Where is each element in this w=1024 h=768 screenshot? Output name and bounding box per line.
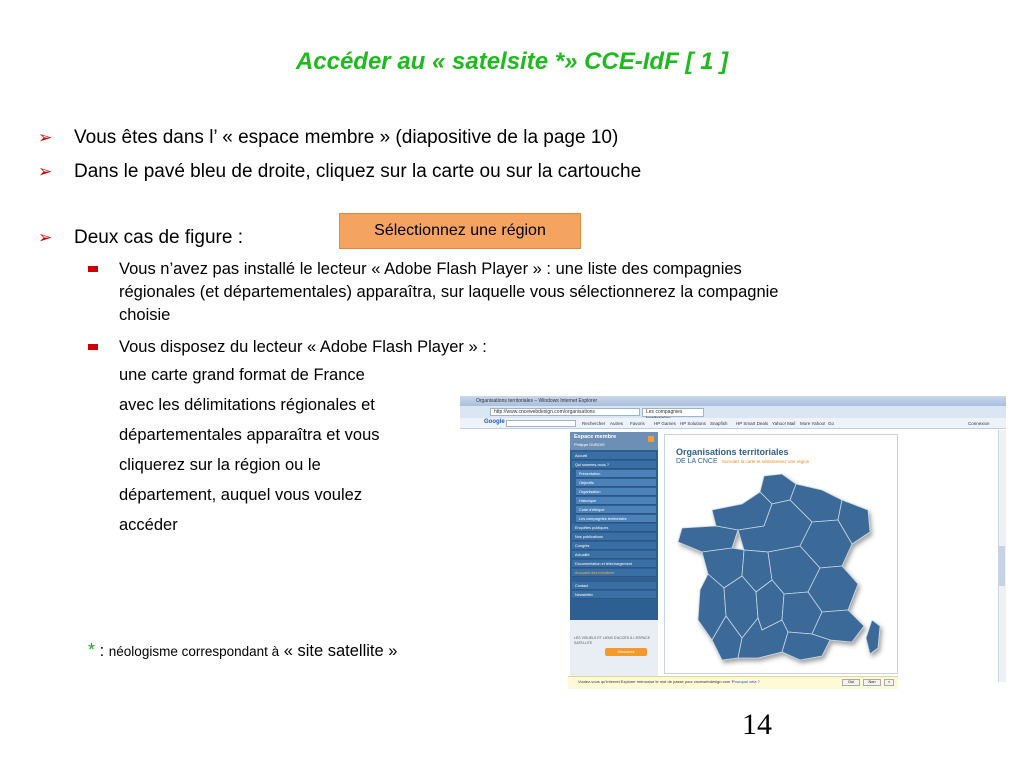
member-menu-item[interactable]: Historique bbox=[576, 497, 656, 505]
sub-bullet-line: choisie bbox=[119, 306, 171, 324]
toolbar-item[interactable]: HP Smart Deals bbox=[736, 421, 769, 426]
map-region bbox=[712, 492, 772, 530]
google-search-input[interactable] bbox=[506, 420, 576, 427]
member-menu-item[interactable]: Code d'éthique bbox=[576, 506, 656, 514]
bullet-1 bbox=[38, 127, 618, 149]
member-menu-item[interactable]: Newsletter bbox=[572, 591, 656, 599]
main-title: Organisations territoriales bbox=[676, 447, 789, 457]
promo-text: LES VISUELS ET LIENS D'ACCÈS À L'ESPACE SATELLITE bbox=[574, 636, 650, 645]
footnote-small-text: néologisme correspondant à bbox=[108, 644, 280, 659]
sub-bullet-line: Vous disposez du lecteur « Adobe Flash Player » : bbox=[119, 338, 487, 356]
toolbar-item[interactable]: Autres bbox=[610, 421, 624, 426]
google-logo: Google bbox=[484, 419, 505, 425]
toolbar-item[interactable]: Go bbox=[828, 421, 835, 426]
sub-bullet-line: Vous n’avez pas installé le lecteur « Adobe Flash Player » : une liste des compagnies bbox=[119, 260, 742, 278]
bullet-text: Vous êtes dans l’ « espace membre » (diapositive de la page 10) bbox=[74, 127, 619, 148]
bullet-text: Dans le pavé bleu de droite, cliquez sur la carte ou sur la cartouche bbox=[74, 161, 642, 182]
arrow-bullet-icon: ➢ bbox=[38, 228, 53, 247]
member-menu-item[interactable]: Organisation bbox=[576, 488, 656, 496]
no-button[interactable]: Non bbox=[863, 679, 881, 686]
arrow-bullet-icon: ➢ bbox=[38, 162, 53, 181]
sub-bullet-text bbox=[119, 258, 778, 327]
member-menu-item[interactable]: Enquêtes publiques bbox=[572, 524, 656, 532]
toolbar-item[interactable]: Snapfish bbox=[710, 421, 728, 426]
why-link[interactable]: Pourquoi cela ? bbox=[732, 679, 760, 684]
bullet-text: Deux cas de figure : bbox=[74, 227, 243, 248]
main-subtitle: DE LA CNCE bbox=[676, 458, 718, 465]
footnote-text: « site satellite » bbox=[279, 642, 398, 660]
bullet-3 bbox=[38, 227, 243, 249]
yes-button[interactable]: Oui bbox=[842, 679, 860, 686]
browser-screenshot bbox=[460, 396, 1006, 690]
member-menu-item[interactable]: Objectifs bbox=[576, 479, 656, 487]
continuation-line: département, auquel vous voulez bbox=[119, 486, 363, 504]
select-region-hint: Survolez la carte et sélectionnez une région bbox=[722, 459, 810, 464]
map-region bbox=[866, 620, 880, 654]
footnote-colon: : bbox=[95, 642, 109, 660]
member-menu-item[interactable]: Présentation bbox=[576, 470, 656, 478]
password-prompt-text: Voulez-vous qu'Internet Explorer mémorise le mot de passe pour cncewebdesign.com ? bbox=[578, 679, 734, 684]
bullet-2 bbox=[38, 161, 641, 183]
square-bullet-icon bbox=[88, 266, 98, 272]
square-bullet-icon bbox=[88, 344, 98, 350]
footnote-star: * bbox=[88, 640, 96, 660]
member-name: Philippe DUBOIS bbox=[574, 442, 605, 447]
arrow-bullet-icon: ➢ bbox=[38, 128, 53, 147]
continuation-line: départementales apparaîtra et vous bbox=[119, 426, 380, 444]
address-input[interactable]: http://www.cncewebdesign.com/organisations bbox=[490, 408, 640, 416]
member-menu-item[interactable]: Actualité bbox=[572, 551, 656, 559]
toolbar-item[interactable]: Yahoo! Mail bbox=[772, 421, 796, 426]
browser-tab[interactable]: Les compagnies bbox=[642, 408, 704, 417]
member-menu-item[interactable]: Qui sommes-nous ? bbox=[572, 461, 656, 469]
continuation-line: accéder bbox=[119, 516, 178, 534]
continuation-line: avec les délimitations régionales et bbox=[119, 396, 375, 414]
lock-icon bbox=[648, 436, 654, 442]
member-menu-item[interactable]: Accueil bbox=[572, 452, 656, 460]
footnote bbox=[88, 640, 397, 661]
member-menu-item[interactable]: Documentation et téléchargement bbox=[572, 560, 656, 568]
scrollbar-thumb[interactable] bbox=[999, 546, 1005, 586]
toolbar-item[interactable]: Favoris bbox=[630, 421, 645, 426]
sub-bullet-1 bbox=[88, 258, 918, 327]
france-region-map[interactable] bbox=[672, 470, 892, 670]
close-icon[interactable]: × bbox=[884, 679, 894, 686]
window-title: Organisations territoriales – Windows Internet Explorer bbox=[476, 398, 598, 404]
discover-button[interactable]: Découvrez bbox=[605, 648, 647, 656]
toolbar-item[interactable]: More Yahoo! bbox=[800, 421, 826, 426]
continuation-line: cliquerez sur la région ou le bbox=[119, 456, 321, 474]
toolbar-item[interactable]: Rechercher bbox=[582, 421, 606, 426]
region-callout: Sélectionnez une région bbox=[339, 213, 581, 249]
member-menu-item[interactable]: Contact bbox=[572, 582, 656, 590]
toolbar-item[interactable]: HP Solutions bbox=[680, 421, 706, 426]
toolbar-item[interactable]: HP Games bbox=[654, 421, 676, 426]
member-menu-item[interactable]: Nos publications bbox=[572, 533, 656, 541]
slide-title: Accéder au « satelsite *» CCE-IdF [ 1 ] bbox=[295, 48, 729, 75]
toolbar-item[interactable]: Connexion bbox=[968, 421, 990, 426]
member-menu-item[interactable]: Les compagnies territoriales bbox=[576, 515, 656, 523]
sub-bullet-line: régionales (et départementales) apparaîtra, sur laquelle vous sélectionnerez la compagnie bbox=[119, 283, 779, 301]
continuation-line: une carte grand format de France bbox=[119, 366, 365, 384]
sub-bullet-2 bbox=[88, 336, 487, 359]
page-number: 14 bbox=[742, 708, 772, 741]
member-panel-title: Espace membre bbox=[574, 434, 617, 440]
member-menu-item[interactable]: Congrès bbox=[572, 542, 656, 550]
member-menu-item[interactable]: Annuaire des membres bbox=[572, 569, 656, 577]
